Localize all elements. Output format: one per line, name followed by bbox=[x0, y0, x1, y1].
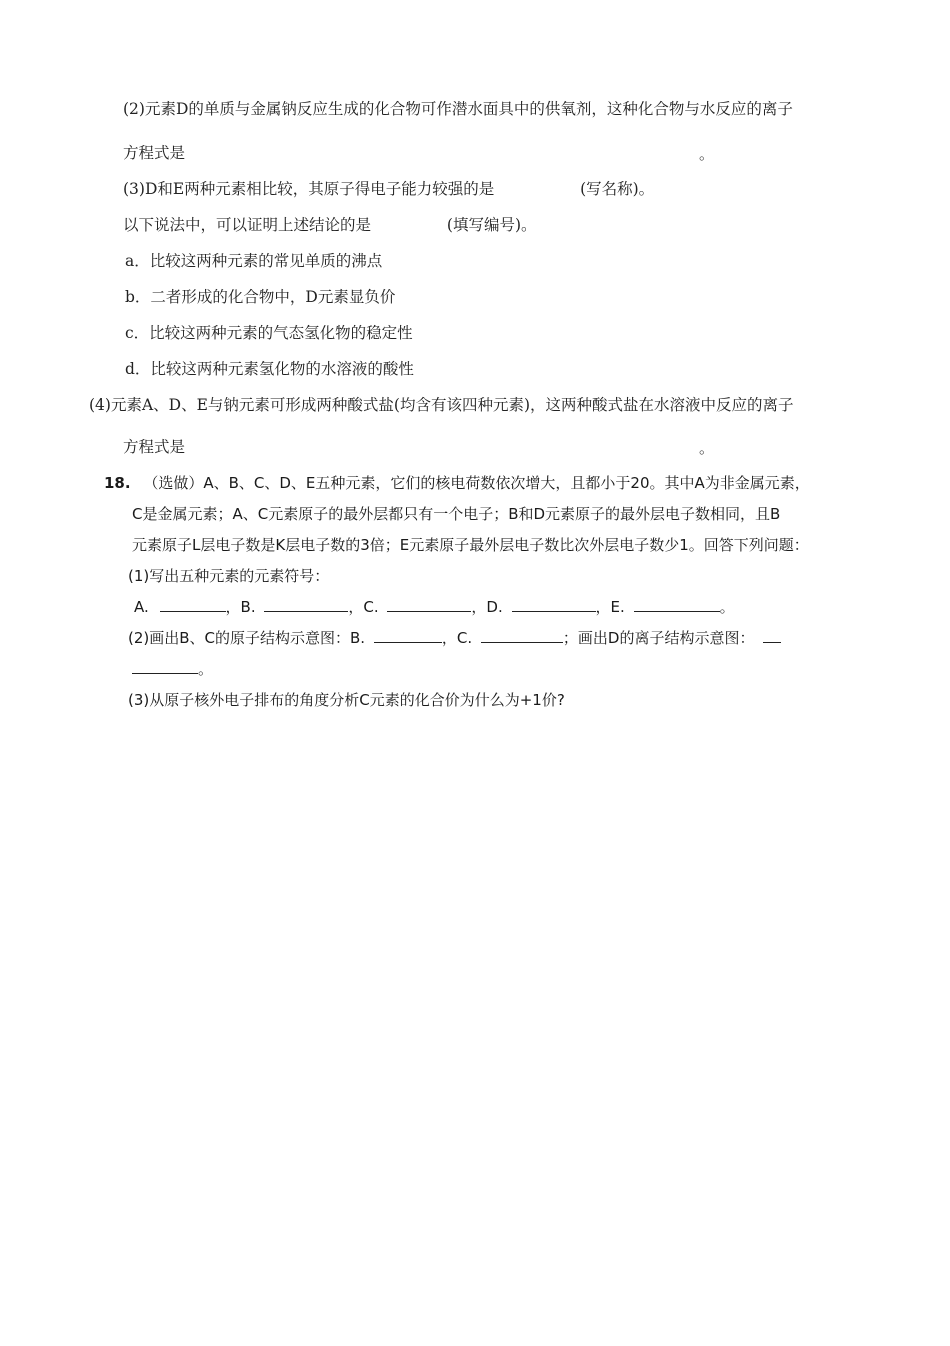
q18-text-line1: （选做）A、B、C、D、E五种元素，它们的核电荷数依次增大，且都小于20。其中A为非金属元素， bbox=[143, 474, 810, 492]
q18-sub2-text-c: ；画出D的离子结构示意图： bbox=[562, 629, 755, 647]
q18-sub2-text-a: (2)画出B、C的原子结构示意图：B. bbox=[128, 629, 366, 647]
q18-sub2-row2 bbox=[132, 659, 213, 679]
q17-part3-text-a: (3)D和E两种元素相比较，其原子得电子能力较强的是 bbox=[123, 180, 495, 198]
q18-symbol-e-blank[interactable] bbox=[634, 597, 720, 612]
q18-sub2-b-blank[interactable] bbox=[374, 628, 442, 643]
q18-sub2-text-b: ，C. bbox=[441, 629, 473, 647]
q18-symbol-d-label: ，D. bbox=[471, 598, 503, 616]
q18-sub2-d-blank-start[interactable] bbox=[763, 628, 781, 643]
q17-part3-line1 bbox=[123, 179, 654, 199]
q18-sub2-c-blank[interactable] bbox=[481, 628, 563, 643]
q18-symbol-b-label: ，B. bbox=[225, 598, 256, 616]
q18-line2: C是金属元素；A、C元素原子的最外层都只有一个电子；B和D元素原子的最外层电子数相同，且B bbox=[132, 505, 781, 523]
q17-option-c: c．比较这两种元素的气态氢化物的稳定性 bbox=[125, 324, 413, 342]
q18-symbol-e-label: ，E. bbox=[595, 598, 625, 616]
q18-symbols-end: 。 bbox=[719, 598, 735, 616]
q17-part2-end: 。 bbox=[699, 145, 715, 163]
q17-part4-line1: (4)元素A、D、E与钠元素可形成两种酸式盐(均含有该四种元素)，这两种酸式盐在水溶液中反应的离子 bbox=[89, 396, 794, 414]
q18-line1 bbox=[104, 473, 810, 493]
q18-line3: 元素原子L层电子数是K层电子数的3倍；E元素原子最外层电子数比次外层电子数少1。回答下列问题： bbox=[132, 536, 809, 554]
q18-sub2-row bbox=[128, 628, 781, 648]
q17-option-d: d．比较这两种元素氢化物的水溶液的酸性 bbox=[125, 360, 414, 378]
q17-part4-end: 。 bbox=[699, 439, 715, 457]
q17-part3-line2-text-a: 以下说法中，可以证明上述结论的是 bbox=[123, 216, 372, 234]
q17-part3-line2-text-b: (填写编号)。 bbox=[446, 216, 537, 234]
q17-option-a: a．比较这两种元素的常见单质的沸点 bbox=[125, 252, 383, 270]
q17-part3-line2 bbox=[123, 215, 537, 235]
q17-part3-text-b: (写名称)。 bbox=[580, 180, 655, 198]
q17-part2-line2: 方程式是 bbox=[123, 144, 186, 162]
q18-symbol-b-blank[interactable] bbox=[264, 597, 348, 612]
q18-sub3: (3)从原子核外电子排布的角度分析C元素的化合价为什么为+1价? bbox=[128, 691, 565, 709]
q18-sub2-d-blank-end[interactable] bbox=[132, 659, 198, 674]
q18-symbol-c-label: ，C. bbox=[348, 598, 379, 616]
q18-symbol-a-label: A. bbox=[134, 598, 149, 616]
q18-symbol-c-blank[interactable] bbox=[387, 597, 471, 612]
q18-symbols-row bbox=[134, 597, 735, 617]
q17-option-b: b．二者形成的化合物中，D元素显负价 bbox=[125, 288, 396, 306]
q17-part4-line2: 方程式是 bbox=[123, 438, 186, 456]
q18-symbol-d-blank[interactable] bbox=[512, 597, 596, 612]
q17-part2-line1: (2)元素D的单质与金属钠反应生成的化合物可作潜水面具中的供氧剂，这种化合物与水反应的离子 bbox=[123, 100, 793, 118]
q18-sub1: (1)写出五种元素的元素符号： bbox=[128, 567, 330, 585]
q18-number: 18. bbox=[104, 474, 131, 492]
q18-symbol-a-blank[interactable] bbox=[160, 597, 226, 612]
q18-sub2-end: 。 bbox=[198, 660, 214, 678]
